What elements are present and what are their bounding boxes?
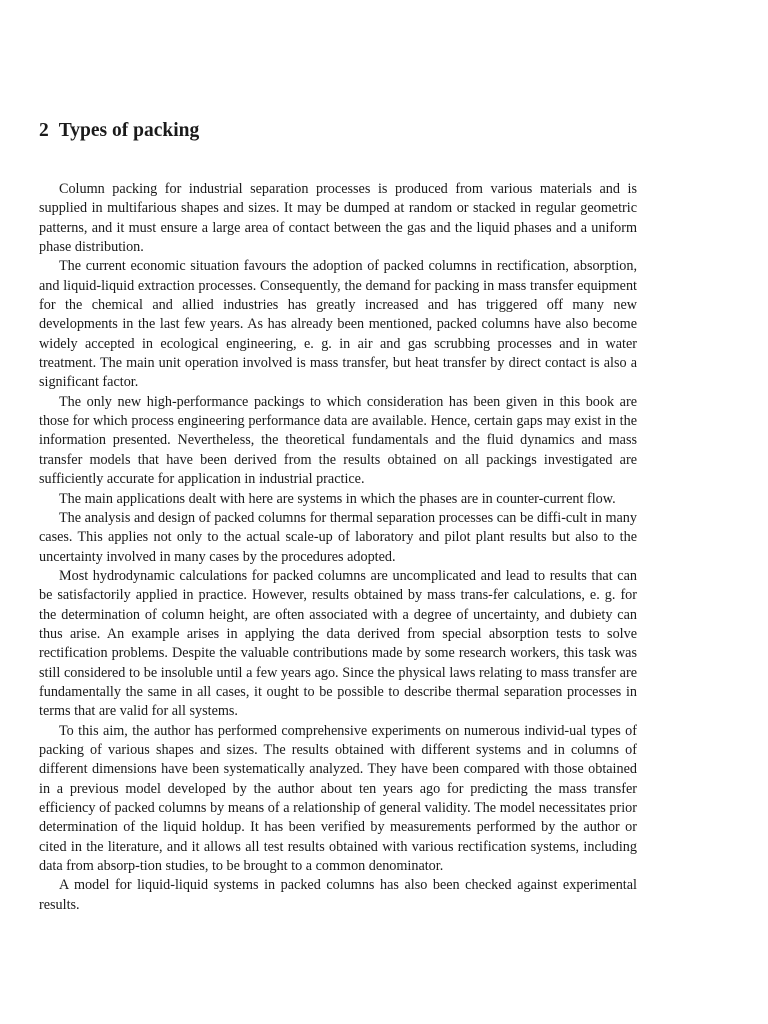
chapter-number: 2 <box>39 120 49 141</box>
body-text <box>39 180 637 915</box>
paragraph: To this aim, the author has performed comprehensive experiments on numerous individ-ual types of packing of various shapes and sizes. The results obtained with different systems and in columns of different dimensions have been systematically analyzed. They have been compared with those obtained in a previous model developed by the author about ten years ago for predicting the mass transfer efficiency of packed columns by means of a relationship of general validity. The model necessitates prior determination of the liquid holdup. It has been verified by measurements performed by the author or cited in the literature, and it allows all test results obtained with various rectification systems, including data from absorp-tion studies, to be brought to a common denominator. <box>39 722 637 875</box>
paragraph: The main applications dealt with here are systems in which the phases are in counter-current flow. <box>59 490 616 507</box>
paragraph: The analysis and design of packed columns for thermal separation processes can be diffi-cult in many cases. This applies not only to the actual scale-up of laboratory and pilot plant results but also to the uncertainty involved in many cases by the procedures adopted. <box>39 509 637 565</box>
chapter-title: Types of packing <box>58 120 200 141</box>
paragraph: The current economic situation favours the adoption of packed columns in rectification, absorption, and liquid-liquid extraction processes. Consequently, the demand for packing in mass transfer equipment for the chemical and allied industries has greatly increased and has triggered off many new developments in the last few years. As has already been mentioned, packed columns have also become widely accepted in ecological engineering, e. g. in air and gas scrubbing processes and in water treatment. The main unit operation involved is mass transfer, but heat transfer by direct contact is also a significant factor. <box>39 258 637 391</box>
paragraph: The only new high-performance packings to which consideration has been given in this book are those for which process engineering performance data are available. Hence, certain gaps may exist in the information presented. Nevertheless, the theoretical fundamentals and the fluid dynamics and mass transfer models that have been derived from the results obtained on all packings investigated are sufficiently accurate for application in industrial practice. <box>39 393 637 488</box>
chapter-heading <box>39 118 637 144</box>
paragraph: Column packing for industrial separation processes is produced from various materials and is supplied in multifarious shapes and sizes. It may be dumped at random or stacked in regular geometric patterns, and it must ensure a large area of contact between the gas and the liquid phases and a uniform phase distribution. <box>39 181 637 256</box>
paragraph: A model for liquid-liquid systems in packed columns has also been checked against experimental results. <box>39 877 637 913</box>
book-page <box>39 118 637 915</box>
paragraph: Most hydrodynamic calculations for packed columns are uncomplicated and lead to results that can be satisfactorily applied in practice. However, results obtained by mass trans-fer calculations, e. g. for the determination of column height, are often associated with a degree of uncertainty, and dubiety can thus arise. An example arises in applying the data derived from special absorption tests to solve rectification problems. Despite the valuable contributions made by some research workers, this task was still considered to be insoluble until a few years ago. Since the physical laws relating to mass transfer are fundamentally the same in all cases, it ought to be possible to describe thermal separation processes in terms that are valid for all systems. <box>39 567 637 720</box>
